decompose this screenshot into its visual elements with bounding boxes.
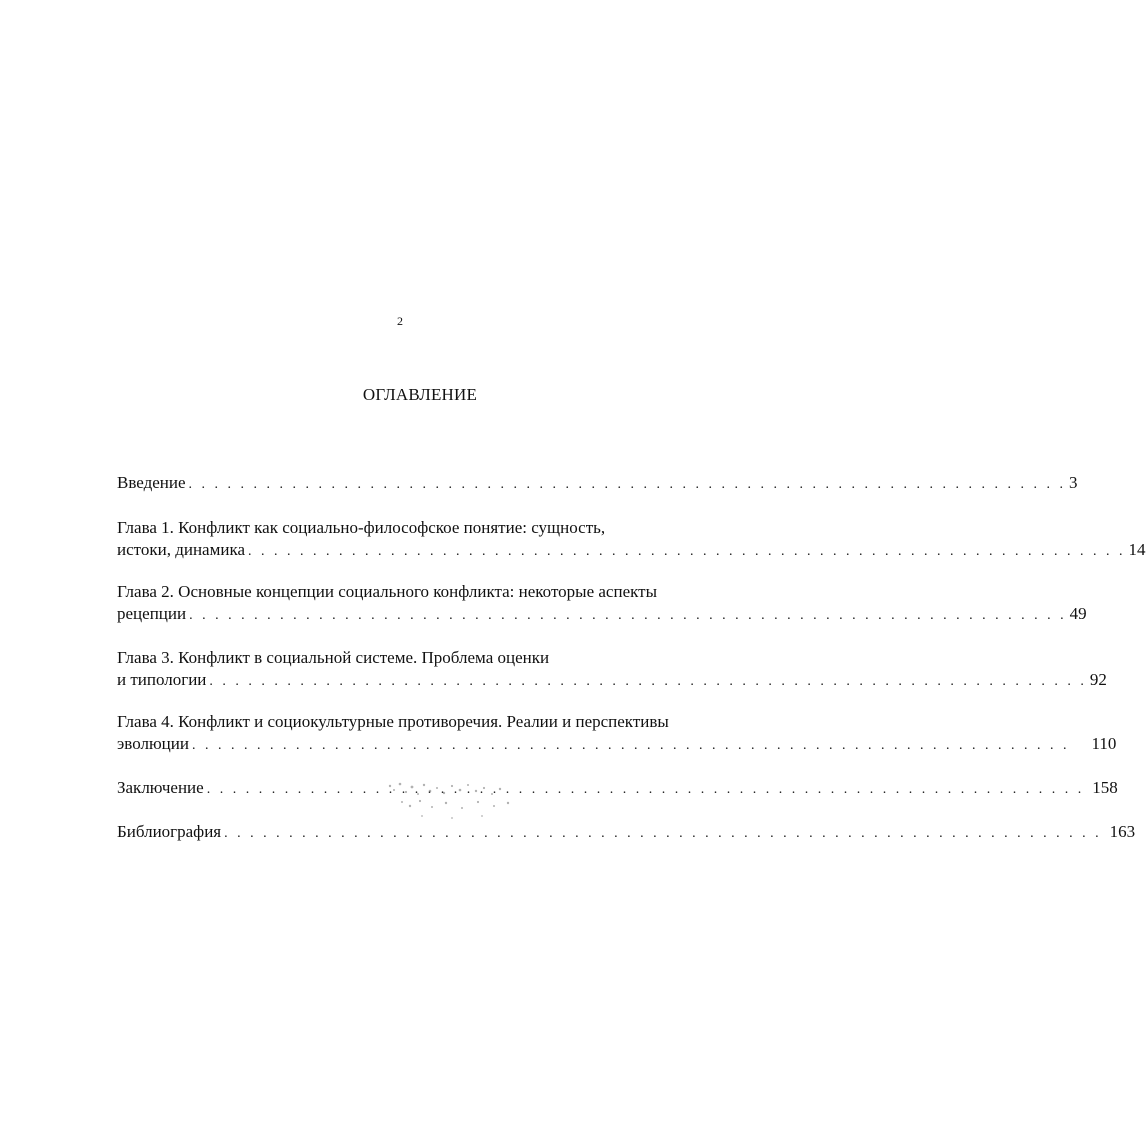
toc-entry-bibliography [117,821,1136,845]
toc-entry-title: Глава 4. Конфликт и социокультурные противоречия. Реалии и перспективы [117,712,669,731]
toc-entry-page: 158 [1092,778,1118,797]
library-stamp-smudge [382,776,532,824]
toc-title: ОГЛАВЛЕНИЕ [362,385,478,404]
dot-leader: . . . . . . . . . . . . . . . . . . . . . . . . . . . . . . . . . . . . . . . . . . . . . . . . . . . . . . . . . . . . . . . . . . . . [206,782,1085,797]
toc-entry-page: 163 [1109,822,1136,841]
toc-entry-chapter-1 [117,517,1146,563]
toc-entry-title-continued: рецепции [117,604,187,623]
dot-leader: . . . . . . . . . . . . . . . . . . . . . . . . . . . . . . . . . . . . . . . . . . . . . . . . . . . . . . . . . . . . . . . . . . . . [191,738,1070,753]
toc-entry-title-continued: и типологии [117,670,207,689]
toc-entry-introduction [117,472,1078,496]
dot-leader: . . . . . . . . . . . . . . . . . . . . . . . . . . . . . . . . . . . . . . . . . . . . . . . . . . . . . . . . . . . . . . . . . . . . [188,477,1067,492]
toc-entry-page: 110 [1091,734,1117,753]
toc-entry-chapter-3 [117,647,1107,693]
toc-entry-title-continued: истоки, динамика [117,540,245,559]
toc-entry-page: 49 [1069,604,1087,623]
toc-entry-page: 3 [1069,473,1078,492]
toc-entry-title-continued: эволюции [117,734,189,753]
toc-entry-title: Введение [117,473,186,492]
toc-entry-title: Глава 3. Конфликт в социальной системе. Проблема оценки [117,648,550,667]
toc-entry-title: Глава 2. Основные концепции социального конфликта: некоторые аспекты [117,582,657,601]
dot-leader: . . . . . . . . . . . . . . . . . . . . . . . . . . . . . . . . . . . . . . . . . . . . . . . . . . . . . . . . . . . . . . . . . . . . [248,544,1126,559]
dot-leader: . . . . . . . . . . . . . . . . . . . . . . . . . . . . . . . . . . . . . . . . . . . . . . . . . . . . . . . . . . . . . . . . . . . . [209,674,1087,689]
toc-entry-title: Заключение [117,778,204,797]
toc-entry-chapter-4 [117,711,1117,757]
dot-leader: . . . . . . . . . . . . . . . . . . . . . . . . . . . . . . . . . . . . . . . . . . . . . . . . . . . . . . . . . . . . . . . . . . . . [189,608,1067,623]
toc-entry-title: Глава 1. Конфликт как социально-философское понятие: сущность, [117,518,606,537]
page-number: 2 [397,314,403,328]
toc-entry-page: 92 [1089,670,1107,689]
toc-entry-page: 14 [1128,540,1146,559]
toc-entry-chapter-2 [117,581,1087,627]
dot-leader: . . . . . . . . . . . . . . . . . . . . . . . . . . . . . . . . . . . . . . . . . . . . . . . . . . . . . . . . . . . . . . . . . . . . [224,826,1102,841]
toc-entry-title: Библиография [117,822,222,841]
